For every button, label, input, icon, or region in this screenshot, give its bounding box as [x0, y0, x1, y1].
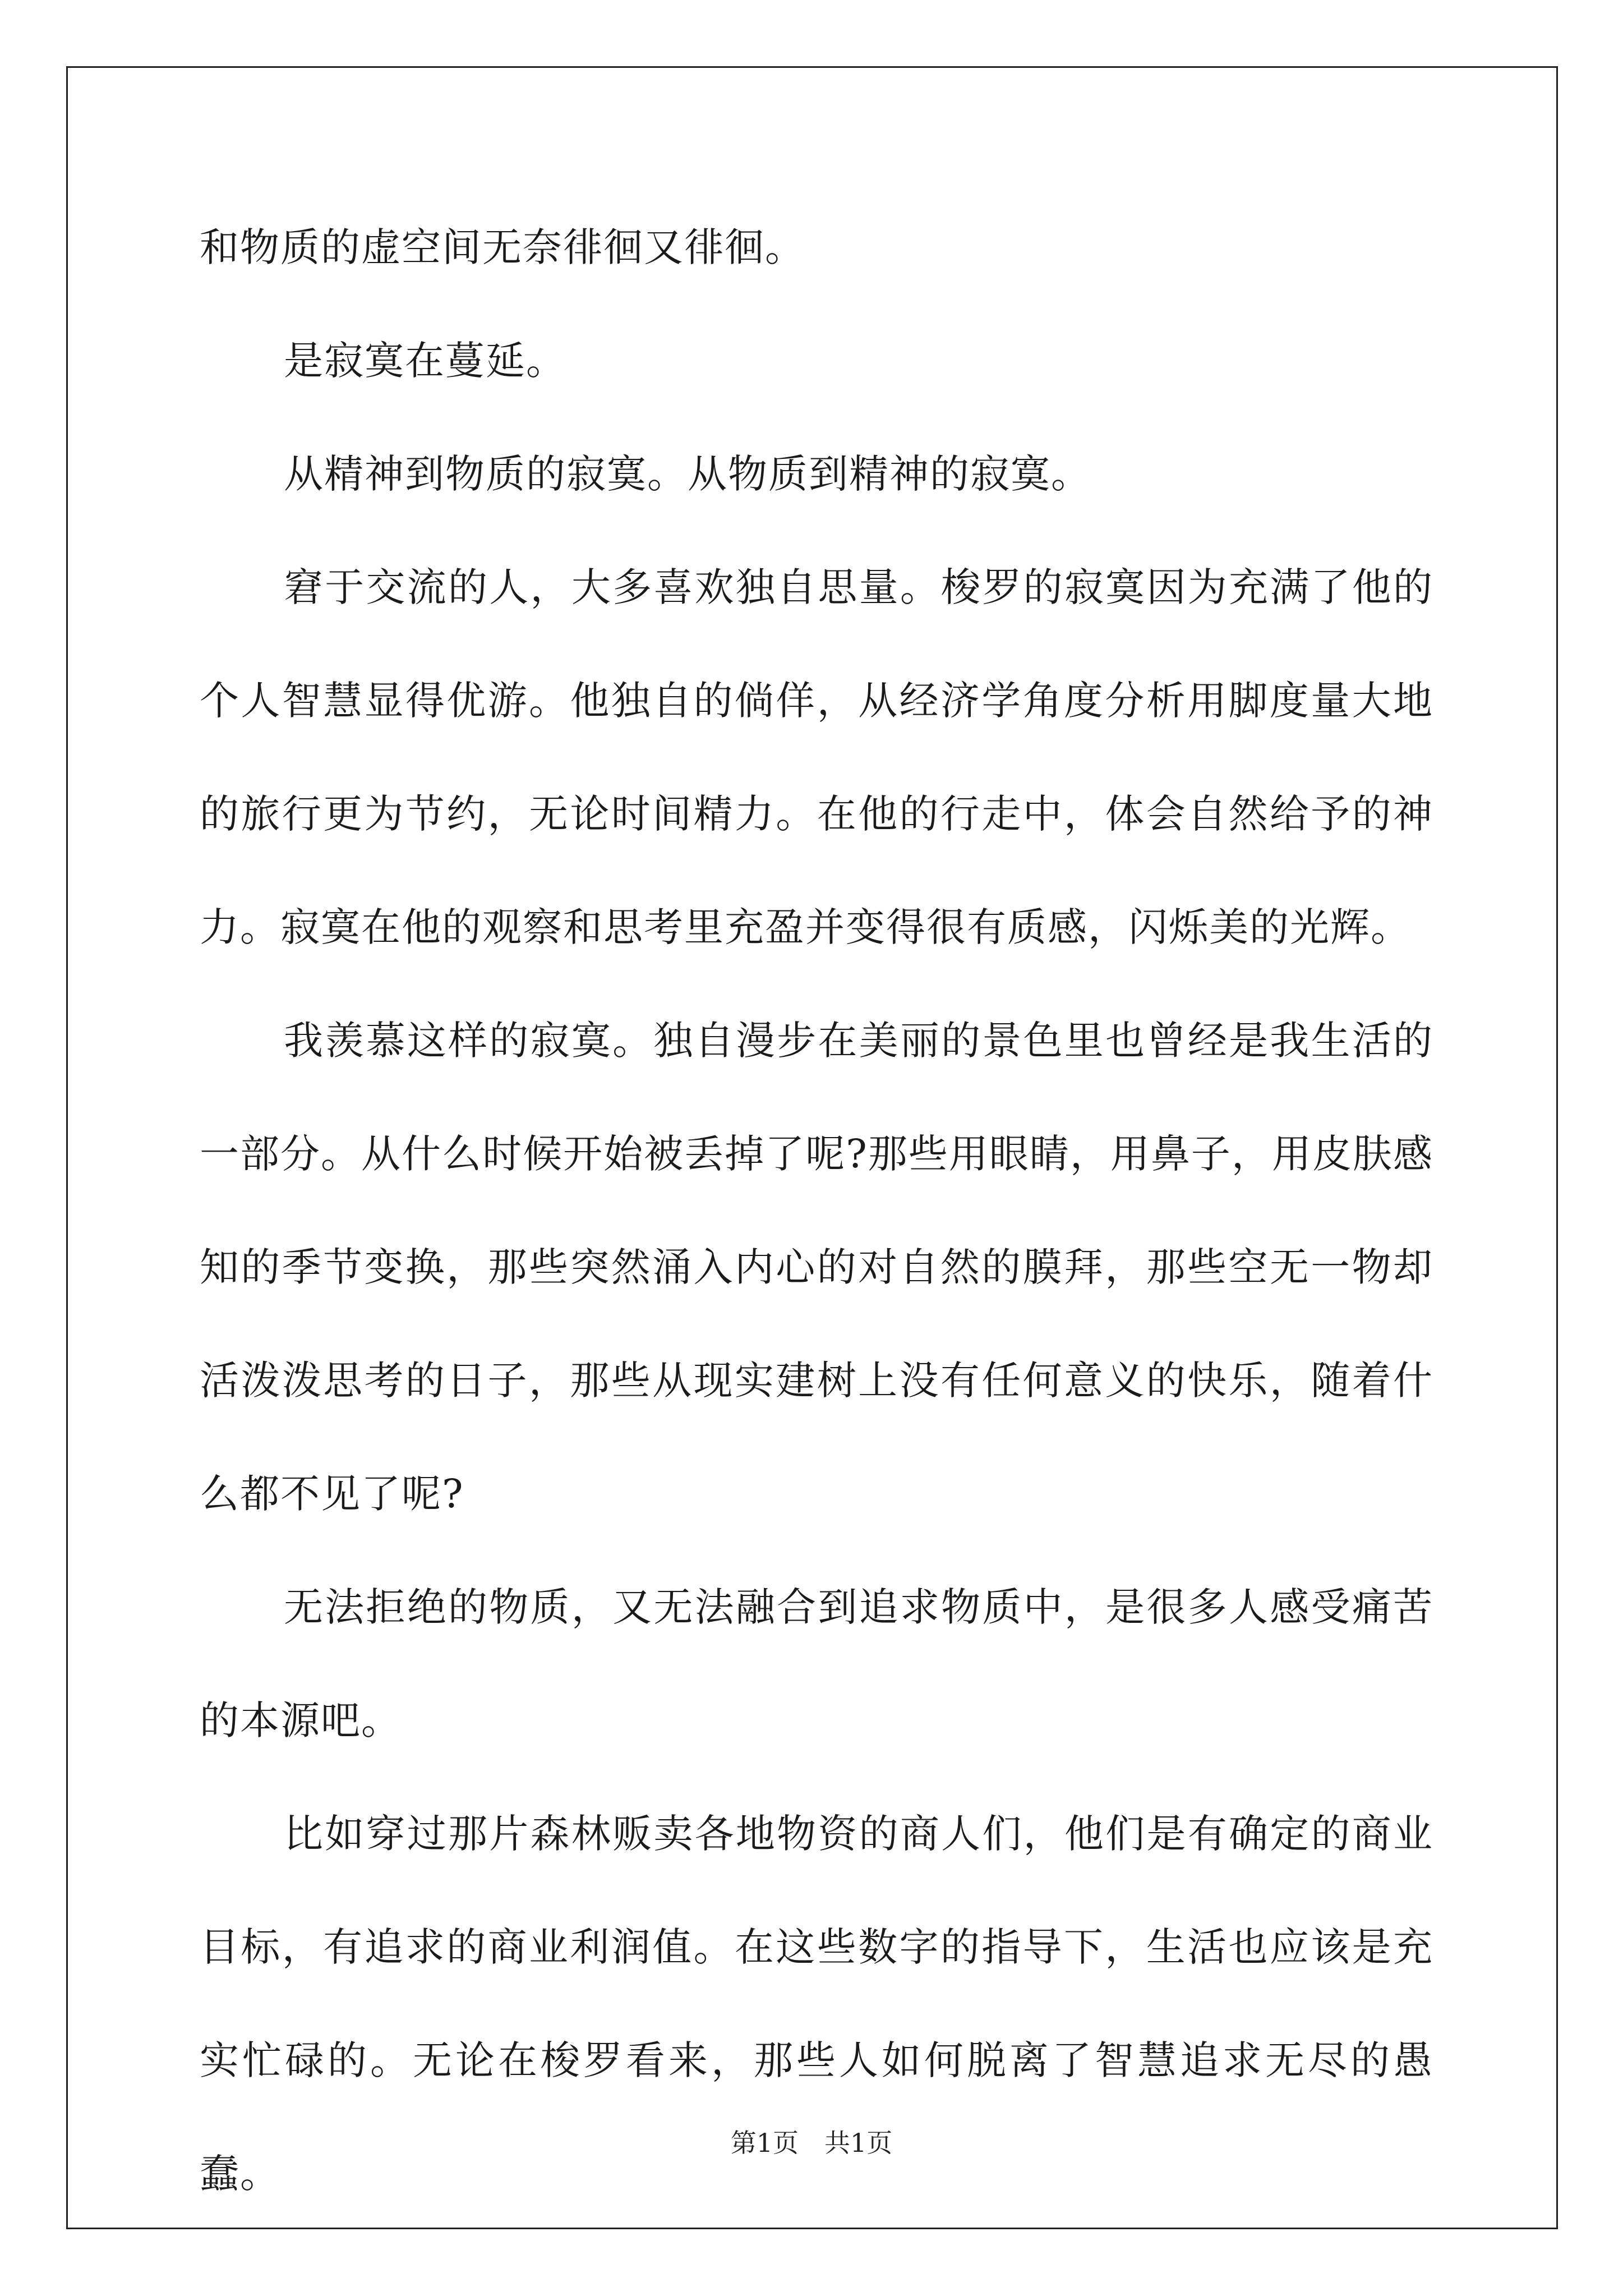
paragraph-6: 无法拒绝的物质，又无法融合到追求物质中，是很多人感受痛苦的本源吧。 [200, 1584, 1433, 1743]
paragraph-7: 比如穿过那片森林贩卖各地物资的商人们，他们是有确定的商业目标，有追求的商业利润值。在这些数字的指导下，生活也应该是充实忙碌的。无论在梭罗看来，那些人如何脱离了智慧追求无尽的愚蠢。 [200, 1811, 1433, 2197]
paragraph-1: 和物质的虚空间无奈徘徊又徘徊。 [200, 224, 805, 270]
paragraph-5: 我羡慕这样的寂寞。独自漫步在美丽的景色里也曾经是我生活的一部分。从什么时候开始被丢掉了呢?那些用眼睛，用鼻子，用皮肤感知的季节变换，那些突然涌入内心的对自然的膜拜，那些空无一物却活泼泼思考的日子，那些从现实建树上没有任何意义的快乐，随着什么都不见了呢? [200, 1018, 1433, 1517]
paragraph-2: 是寂寞在蔓延。 [284, 338, 566, 384]
page-number-footer: 第1页 共1页 [730, 2128, 893, 2158]
document-body [200, 191, 1433, 2230]
paragraph-4: 窘于交流的人，大多喜欢独自思量。梭罗的寂寞因为充满了他的个人智慧显得优游。他独自的倘佯，从经济学角度分析用脚度量大地的旅行更为节约，无论时间精力。在他的行走中，体会自然给予的神力。寂寞在他的观察和思考里充盈并变得很有质感，闪烁美的光辉。 [200, 564, 1433, 950]
paragraph-3: 从精神到物质的寂寞。从物质到精神的寂寞。 [284, 451, 1091, 497]
